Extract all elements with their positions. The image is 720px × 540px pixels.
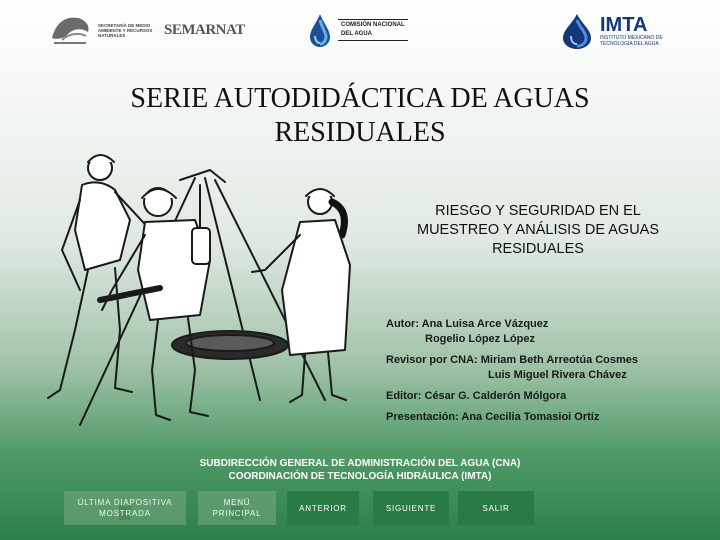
author-line: Rogelio López López [425, 333, 535, 345]
footer-institutions: SUBDIRECCIÓN GENERAL DE ADMINISTRACIÓN DEL AGUA (CNA) COORDINACIÓN DE TECNOLOGÍA HIDRÁULICA (IMTA) [199, 458, 521, 482]
cna-logo [308, 12, 408, 48]
previous-button[interactable]: ANTERIOR [287, 491, 359, 525]
workers-illustration [20, 140, 360, 440]
main-menu-button[interactable]: MENÚ PRINCIPAL [198, 491, 276, 525]
presentation-line: Presentación: Ana Cecilia Tomasioi Ortíz [386, 411, 600, 423]
last-viewed-slide-button[interactable]: ÚLTIMA DIAPOSITIVA MOSTRADA [64, 491, 186, 525]
water-drop-icon [560, 12, 594, 50]
presentation-subtitle: RIESGO Y SEGURIDAD EN EL MUESTREO Y ANÁLISIS DE AGUAS RESIDUALES [416, 203, 660, 257]
semarnat-text: SECRETARÍA DE MEDIO AMBIENTE Y RECURSOS NATURALES [98, 22, 153, 38]
reviewer-line: Revisor por CNA: Miriam Beth Arreotúa Cosmes [386, 354, 639, 366]
eagle-emblem-icon [48, 12, 92, 48]
imta-logo [560, 12, 695, 50]
reviewer-line: Luis Miguel Rivera Chávez [488, 369, 627, 381]
imta-brand: IMTA [600, 14, 648, 36]
exit-button[interactable]: SALIR [458, 491, 534, 525]
semarnat-logo [48, 12, 245, 48]
water-drop-icon [308, 12, 332, 48]
imta-text: INSTITUTO MEXICANO DE TECNOLOGÍA DEL AGUA [600, 35, 663, 47]
credits-block [386, 317, 716, 425]
author-line: Autor: Ana Luisa Arce Vázquez [386, 318, 549, 330]
editor-line: Editor: César G. Calderón Mólgora [386, 390, 567, 402]
semarnat-brand: SEMARNAT [164, 21, 245, 38]
cna-text: COMISIÓN NACIONAL DEL AGUA [338, 19, 408, 41]
next-button[interactable]: SIGUIENTE [373, 491, 449, 525]
page-title: SERIE AUTODIDÁCTICA DE AGUAS RESIDUALES [130, 83, 590, 148]
